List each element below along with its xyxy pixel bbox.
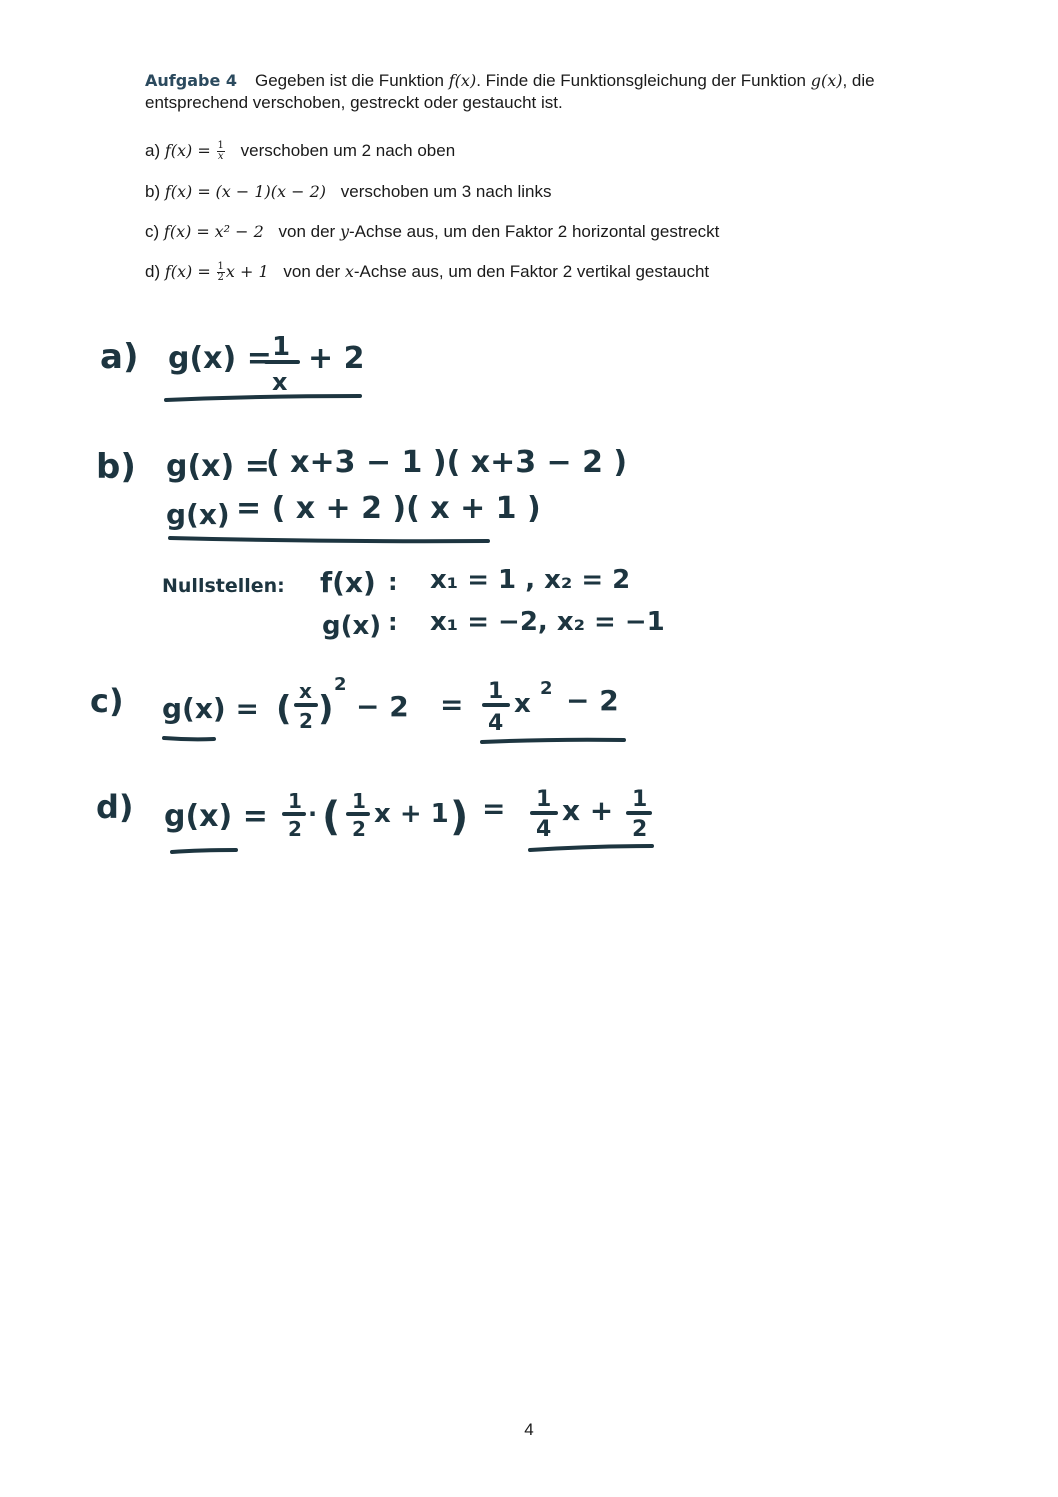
subtask-axis: y [339,222,349,241]
subtask-text-pre: von der [278,222,336,241]
nullstellen-f: f(x) [320,566,376,599]
solution-d-r-mid: x + [562,794,614,827]
solution-c-paren-close: ) [318,689,334,729]
solution-d-gx: g(x) = [164,799,268,834]
solution-c-minus2: − 2 [356,690,409,723]
solution-d-paren-open: ( [322,794,341,840]
solution-b-line1-rhs: ( x+3 − 1 )( x+3 − 2 ) [266,445,628,480]
solution-d-dot: · [308,800,318,828]
solution-d-half-num: 1 [288,789,302,813]
page-number: 4 [524,1420,534,1439]
nullstellen-label: Nullstellen: [162,575,285,597]
nullstellen-g-roots: x₁ = −2, x₂ = −1 [430,607,665,637]
solution-d [96,787,652,852]
solution-c-res-x: x [514,689,531,719]
solution-d-eq: = [482,792,506,825]
solution-b-line2-lhs: g(x) [166,498,230,531]
subtask-text: verschoben um 3 nach links [340,182,552,201]
solution-a [100,332,364,400]
task-intro-3: , die entsprechend verschoben, gestreckt oder gestaucht ist. [145,71,875,112]
solution-c-frac-den: 2 [299,709,313,733]
solution-c-underline-rhs [482,740,624,742]
solution-b-line1-lhs: g(x) = [166,449,270,484]
solution-a-rest: + 2 [308,341,365,376]
nullstellen-f-roots: x₁ = 1 , x₂ = 2 [430,565,631,595]
subtask-f-rhs: x + 1 [225,262,269,281]
solution-d-r2-num: 1 [632,787,648,812]
task-intro-2: . Finde die Funktionsgleichung der Funktion [476,71,806,90]
solution-a-underline [166,396,360,400]
solution-d-underline-rhs [530,846,652,850]
solution-c-eq: = [440,688,464,721]
nullstellen-g: g(x) [322,611,382,641]
solution-d-label: d) [96,788,134,826]
subtask-f-lhs: f(x) = [164,182,211,201]
subtask-f-lhs: f(x) = [164,262,211,281]
subtask-text: -Achse aus, um den Faktor 2 vertikal gestaucht [353,262,710,281]
solution-d-r1-den: 4 [536,817,552,842]
nullstellen-f-colon: : [388,568,398,596]
solution-c-res-exp: 2 [540,678,553,699]
subtask-f-lhs: f(x) = [163,222,210,241]
subtask-label: c) [145,222,160,241]
fraction-numerator: 1 [217,140,224,152]
subtask-text-pre: von der [283,262,341,281]
solution-b-underline [170,538,488,541]
subtask-axis: x [344,262,354,281]
fraction-denominator: x [217,151,224,163]
solution-c [90,674,624,742]
solution-d-paren-close: ) [450,794,469,840]
solution-c-res-den: 4 [488,711,504,736]
solution-d-in-rest: x + 1 [374,799,449,829]
solution-b [96,445,665,641]
solution-c-underline-lhs [164,738,214,739]
solution-d-underline-lhs [172,850,236,852]
subtask-f-rhs: x² − 2 [214,222,264,241]
subtask-f-lhs: f(x) = [164,141,211,160]
task-intro-fx: f(x) [448,71,477,90]
solution-c-res-rest: − 2 [566,684,619,717]
solution-c-exp: 2 [334,674,347,695]
task-title: Aufgabe 4 [145,71,237,90]
solution-c-frac-num: x [299,679,312,703]
solution-a-frac-num: 1 [272,332,291,362]
solution-c-gx: g(x) = [162,692,259,725]
solution-c-paren-open: ( [276,689,292,729]
task-intro-gx: g(x) [810,71,843,90]
solution-a-label: a) [100,337,139,377]
subtask-label: b) [145,182,161,201]
solution-c-res-num: 1 [488,679,504,704]
solution-b-label: b) [96,447,136,487]
solution-d-in-num: 1 [352,789,366,813]
nullstellen-g-colon: : [388,608,398,636]
subtask-text: verschoben um 2 nach oben [240,141,456,160]
solution-b-line2-rhs: = ( x + 2 )( x + 1 ) [236,491,541,526]
solution-a-gx: g(x) = [168,341,272,376]
solution-d-in-den: 2 [352,817,366,841]
subtask-f-rhs: (x − 1)(x − 2) [215,182,327,201]
subtask-label: d) [145,262,161,281]
solution-d-half-den: 2 [288,817,302,841]
subtask-label: a) [145,141,161,160]
subtask-text: -Achse aus, um den Faktor 2 horizontal gestreckt [348,222,720,241]
fraction-denominator: 2 [217,272,224,284]
task-intro-1: Gegeben ist die Funktion [255,71,445,90]
solution-d-r1-num: 1 [536,787,552,812]
solution-c-label: c) [90,682,124,720]
solution-d-r2-den: 2 [632,817,648,842]
fraction-numerator: 1 [217,261,224,273]
solution-a-frac-den: x [272,368,288,396]
